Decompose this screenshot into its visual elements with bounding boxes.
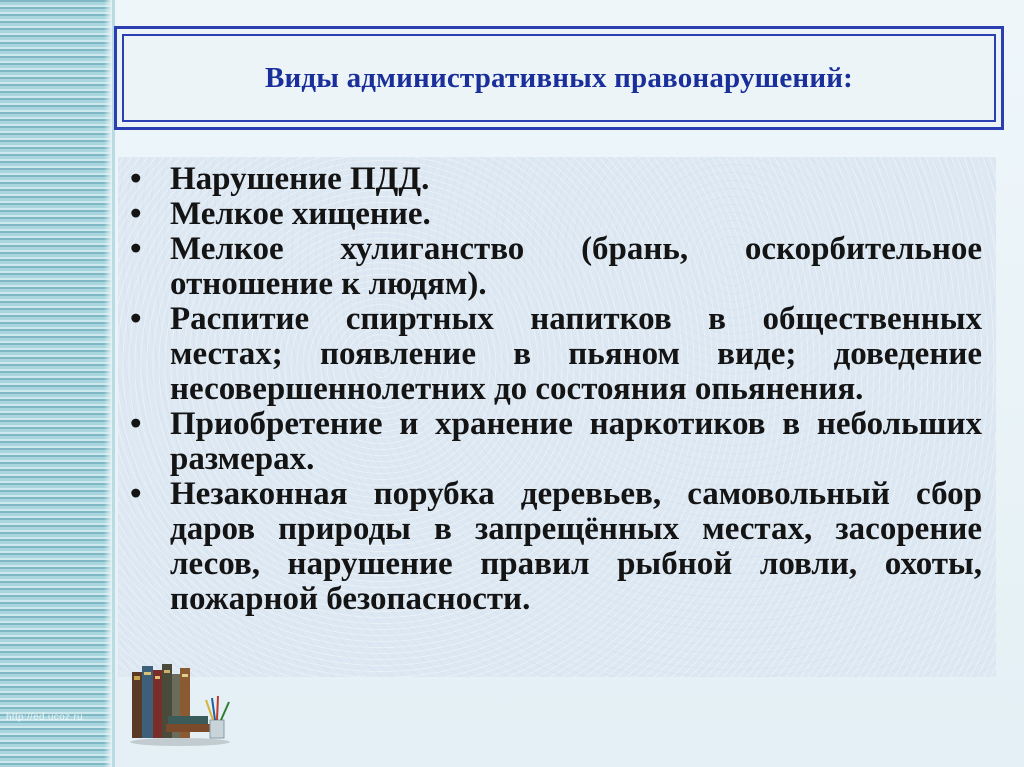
bullet-item: • Мелкое хулиганство (брань, оскорбительное отношение к людям). — [130, 232, 982, 302]
bullet-item: • Нарушение ПДД. — [130, 162, 982, 197]
bullet-item: • Незаконная порубка деревьев, самовольный сбор даров природы в запрещённых местах, засорение лесов, нарушение правил рыбной ловли, охоты, пожарной безопасности. — [130, 477, 982, 617]
decorative-left-band — [0, 0, 112, 767]
bullet-item: • Приобретение и хранение наркотиков в небольших размерах. — [130, 407, 982, 477]
title-frame-inner — [122, 34, 996, 122]
bullet-item: • Распитие спиртных напитков в общественных местах; появление в пьяном виде; доведение несовершеннолетних до состояния опьянения. — [130, 302, 982, 407]
bullet-item: • Мелкое хищение. — [130, 197, 982, 232]
books-with-pencils-icon — [126, 660, 234, 746]
slide-title: Виды административных правонарушений: — [264, 61, 854, 94]
watermark: http://ed.ucoz.ru — [6, 712, 83, 723]
bullet-list — [130, 162, 982, 617]
title-frame — [114, 26, 1004, 130]
